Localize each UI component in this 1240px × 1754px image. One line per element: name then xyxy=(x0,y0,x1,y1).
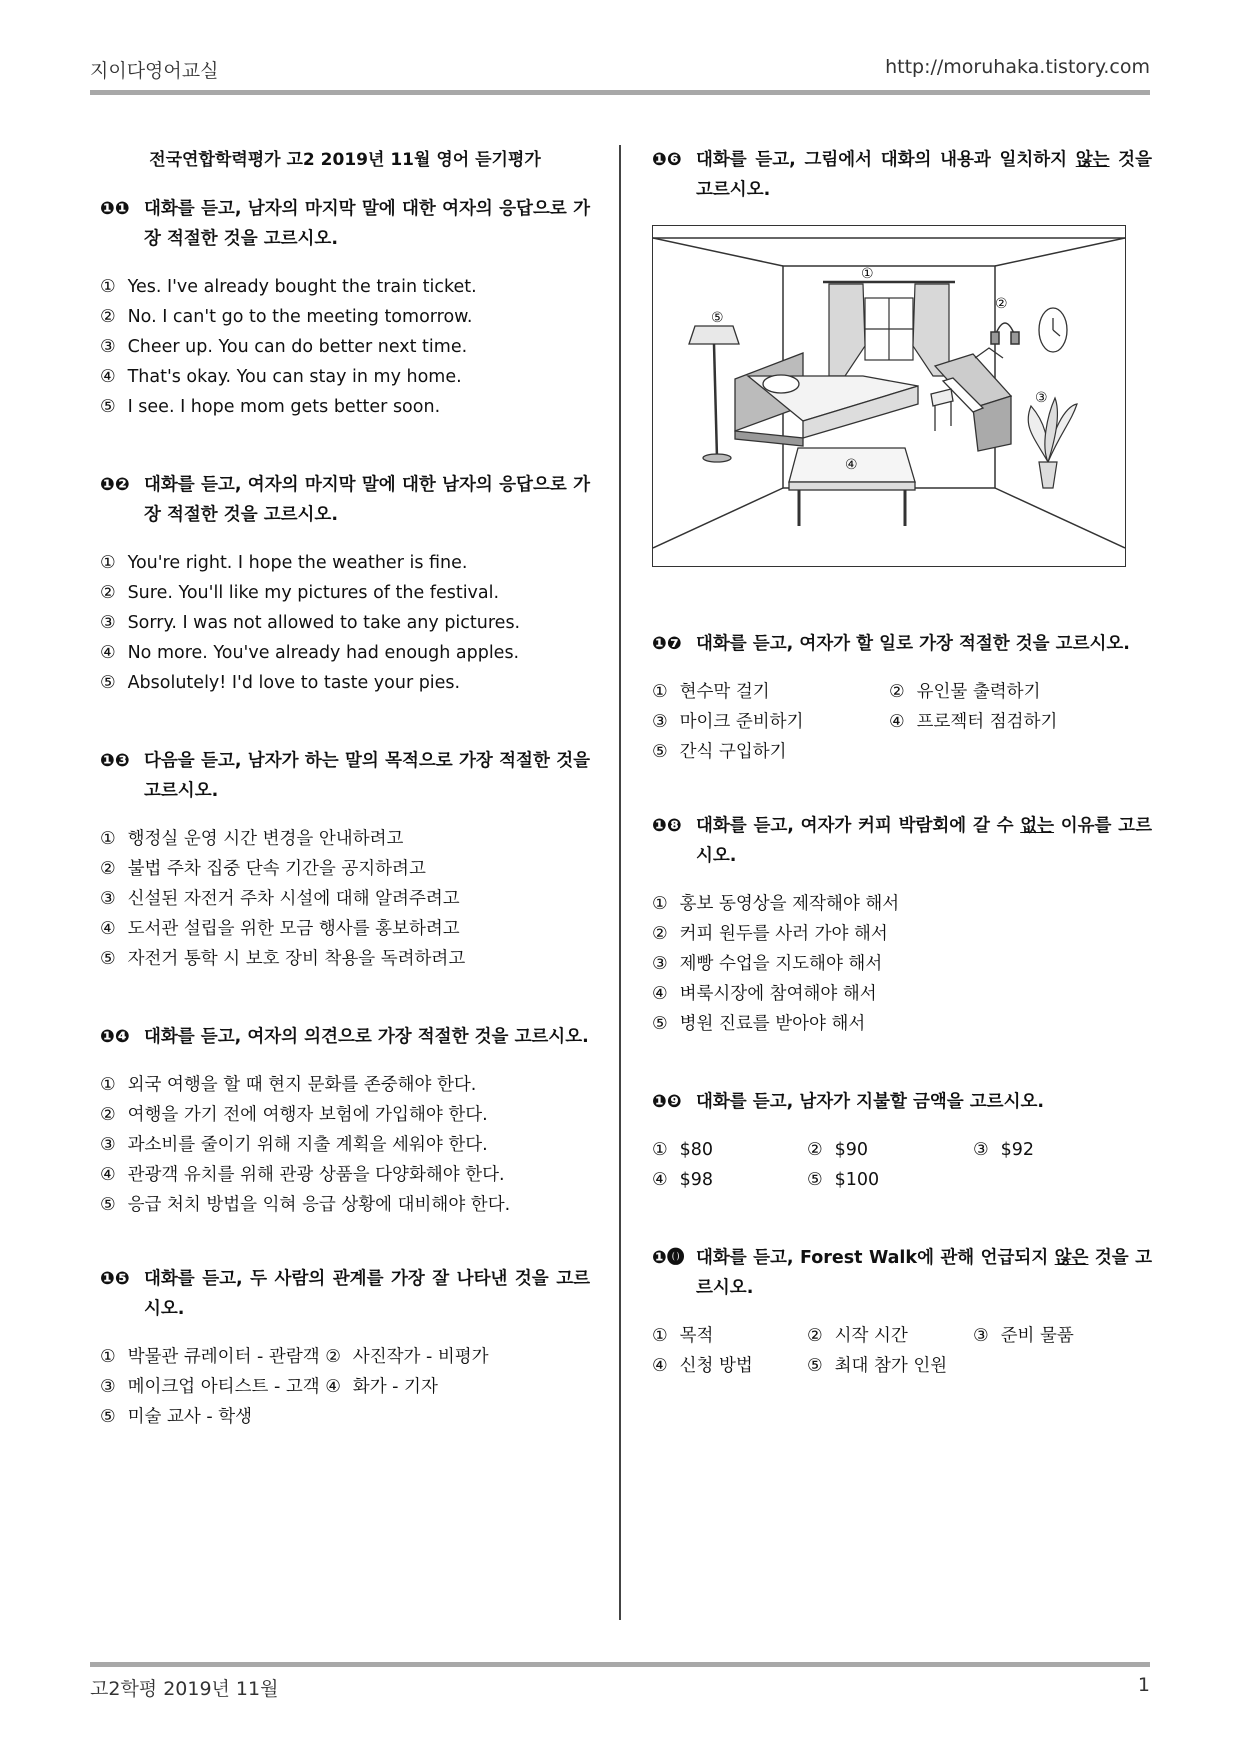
options-list xyxy=(652,677,1152,767)
option-5[interactable]: ⑤ 최대 참가 인원 xyxy=(807,1356,948,1376)
question-title: ❶❷ 대화를 듣고, 여자의 마지막 말에 대한 남자의 응답으로 가장 적절한 것을 고르시오. xyxy=(100,470,590,530)
footer-rule xyxy=(90,1662,1150,1667)
question-7 xyxy=(652,629,1152,767)
option-2[interactable]: ② 여행을 가기 전에 여행자 보험에 가입해야 한다. xyxy=(100,1105,488,1125)
option-1[interactable]: ① 목적 xyxy=(652,1326,714,1346)
header-site-name: 지이다영어교실 xyxy=(90,60,219,82)
exam-title: 전국연합학력평가 고2 2019년 11월 영어 듣기평가 xyxy=(149,150,541,170)
question-9 xyxy=(652,1087,1152,1195)
option-1[interactable]: ① 외국 여행을 할 때 현지 문화를 존중해야 한다. xyxy=(100,1075,477,1095)
option-5[interactable]: ⑤ 자전거 통학 시 보호 장비 착용을 독려하려고 xyxy=(100,949,466,969)
option-4[interactable]: ④ $98 xyxy=(652,1170,713,1190)
figure-mark-2: ② xyxy=(995,296,1008,312)
option-5[interactable]: ⑤ 미술 교사 - 학생 xyxy=(100,1407,253,1427)
figure-mark-5: ⑤ xyxy=(711,310,724,326)
question-title: ❶⓿ 대화를 듣고, Forest Walk에 관해 언급되지 않은 것을 고르시오. xyxy=(652,1243,1152,1303)
question-title: ❶❻ 대화를 듣고, 그림에서 대화의 내용과 일치하지 않는 것을 고르시오. xyxy=(652,145,1152,205)
question-title: ❶❶ 대화를 듣고, 남자의 마지막 말에 대한 여자의 응답으로 가장 적절한 것을 고르시오. xyxy=(100,194,590,254)
page-number: 1 xyxy=(1137,1674,1150,1696)
figure-mark-4: ④ xyxy=(845,457,858,473)
bedroom-image xyxy=(653,226,1125,566)
question-number: ❶❷ xyxy=(100,475,130,495)
option-3[interactable]: ③ 마이크 준비하기 xyxy=(652,712,804,732)
header-rule xyxy=(90,90,1150,95)
option-3[interactable]: ③ 신설된 자전거 주차 시설에 대해 알려주려고 xyxy=(100,889,460,909)
question-2 xyxy=(100,470,590,698)
question-number: ❶❺ xyxy=(100,1269,130,1289)
options-list xyxy=(100,1342,590,1432)
option-2[interactable]: ② Sure. You'll like my pictures of the festival. xyxy=(100,583,500,603)
options-list xyxy=(100,824,590,974)
column-divider xyxy=(619,145,621,1620)
options-list xyxy=(652,1321,1152,1381)
option-5[interactable]: ⑤ 응급 처치 방법을 익혀 응급 상황에 대비해야 한다. xyxy=(100,1195,511,1215)
question-6 xyxy=(652,145,1152,567)
question-10 xyxy=(652,1243,1152,1381)
question-number: ❶❼ xyxy=(652,634,682,654)
options-list xyxy=(652,1135,1152,1195)
option-5[interactable]: ⑤ Absolutely! I'd love to taste your pies. xyxy=(100,673,461,693)
footer-label: 고2학평 2019년 11월 xyxy=(90,1678,279,1700)
option-3[interactable]: ③ 준비 물품 xyxy=(973,1326,1074,1346)
option-3[interactable]: ③ $92 xyxy=(973,1140,1034,1160)
question-4 xyxy=(100,1022,590,1220)
option-3[interactable]: ③ 과소비를 줄이기 위해 지출 계획을 세워야 한다. xyxy=(100,1135,488,1155)
option-4[interactable]: ④ No more. You've already had enough apples. xyxy=(100,643,520,663)
question-8 xyxy=(652,811,1152,1039)
options-list xyxy=(100,548,590,698)
question-number: ❶❹ xyxy=(100,1027,130,1047)
option-1[interactable]: ① 행정실 운영 시간 변경을 안내하려고 xyxy=(100,829,404,849)
option-4[interactable]: ④ 벼룩시장에 참여해야 해서 xyxy=(652,984,877,1004)
page-header xyxy=(90,56,1150,86)
option-4[interactable]: ④ That's okay. You can stay in my home. xyxy=(100,367,462,387)
header-url[interactable]: http://moruhaka.tistory.com xyxy=(885,56,1150,78)
option-2[interactable]: ② 불법 주차 집중 단속 기간을 공지하려고 xyxy=(100,859,426,879)
option-1[interactable]: ① 홍보 동영상을 제작해야 해서 xyxy=(652,894,900,914)
option-4[interactable]: ④ 도서관 설립을 위한 모금 행사를 홍보하려고 xyxy=(100,919,460,939)
question-1 xyxy=(100,194,590,422)
question-number: ❶❽ xyxy=(652,816,682,836)
option-2[interactable]: ② No. I can't go to the meeting tomorrow. xyxy=(100,307,473,327)
option-3[interactable]: ③ 제빵 수업을 지도해야 해서 xyxy=(652,954,883,974)
question-title: ❶❽ 대화를 듣고, 여자가 커피 박람회에 갈 수 없는 이유를 고르시오. xyxy=(652,811,1152,871)
options-list xyxy=(652,889,1152,1039)
question-number: ❶❶ xyxy=(100,199,130,219)
question-number: ❶❻ xyxy=(652,150,682,170)
option-1[interactable]: ① 박물관 큐레이터 - 관람객 xyxy=(100,1347,320,1367)
question-number: ❶⓿ xyxy=(652,1248,685,1268)
left-column xyxy=(100,145,590,1432)
room-illustration xyxy=(652,225,1126,567)
options-list xyxy=(100,1070,590,1220)
option-5[interactable]: ⑤ 간식 구입하기 xyxy=(652,742,787,762)
question-number: ❶❾ xyxy=(652,1092,682,1112)
question-title: ❶❹ 대화를 듣고, 여자의 의견으로 가장 적절한 것을 고르시오. xyxy=(100,1022,590,1052)
question-title: ❶❺ 대화를 듣고, 두 사람의 관계를 가장 잘 나타낸 것을 고르시오. xyxy=(100,1264,590,1324)
option-5[interactable]: ⑤ I see. I hope mom gets better soon. xyxy=(100,397,441,417)
option-2[interactable]: ② 시작 시간 xyxy=(807,1326,908,1346)
option-5[interactable]: ⑤ $100 xyxy=(807,1170,880,1190)
option-3[interactable]: ③ 메이크업 아티스트 - 고객 xyxy=(100,1377,320,1397)
option-2[interactable]: ② 사진작가 - 비평가 xyxy=(325,1347,489,1367)
option-3[interactable]: ③ Sorry. I was not allowed to take any pictures. xyxy=(100,613,521,633)
question-title: ❶❸ 다음을 듣고, 남자가 하는 말의 목적으로 가장 적절한 것을 고르시오. xyxy=(100,746,590,806)
option-2[interactable]: ② $90 xyxy=(807,1140,868,1160)
option-1[interactable]: ① You're right. I hope the weather is fine. xyxy=(100,553,468,573)
figure-mark-1: ① xyxy=(861,266,874,282)
option-4[interactable]: ④ 프로젝터 점검하기 xyxy=(889,712,1058,732)
option-4[interactable]: ④ 화가 - 기자 xyxy=(325,1377,438,1397)
option-1[interactable]: ① $80 xyxy=(652,1140,713,1160)
figure-mark-3: ③ xyxy=(1035,390,1048,406)
question-5 xyxy=(100,1264,590,1432)
question-title: ❶❾ 대화를 듣고, 남자가 지불할 금액을 고르시오. xyxy=(652,1087,1152,1117)
options-list xyxy=(100,272,590,422)
question-number: ❶❸ xyxy=(100,751,130,771)
option-1[interactable]: ① 현수막 걸기 xyxy=(652,682,770,702)
question-title: ❶❼ 대화를 듣고, 여자가 할 일로 가장 적절한 것을 고르시오. xyxy=(652,629,1152,659)
option-4[interactable]: ④ 신청 방법 xyxy=(652,1356,753,1376)
option-5[interactable]: ⑤ 병원 진료를 받아야 해서 xyxy=(652,1014,866,1034)
option-3[interactable]: ③ Cheer up. You can do better next time. xyxy=(100,337,468,357)
option-2[interactable]: ② 커피 원두를 사러 가야 해서 xyxy=(652,924,888,944)
option-1[interactable]: ① Yes. I've already bought the train ticket. xyxy=(100,277,477,297)
option-4[interactable]: ④ 관광객 유치를 위해 관광 상품을 다양화해야 한다. xyxy=(100,1165,505,1185)
right-column xyxy=(652,145,1152,1381)
option-2[interactable]: ② 유인물 출력하기 xyxy=(889,682,1041,702)
question-3 xyxy=(100,746,590,974)
